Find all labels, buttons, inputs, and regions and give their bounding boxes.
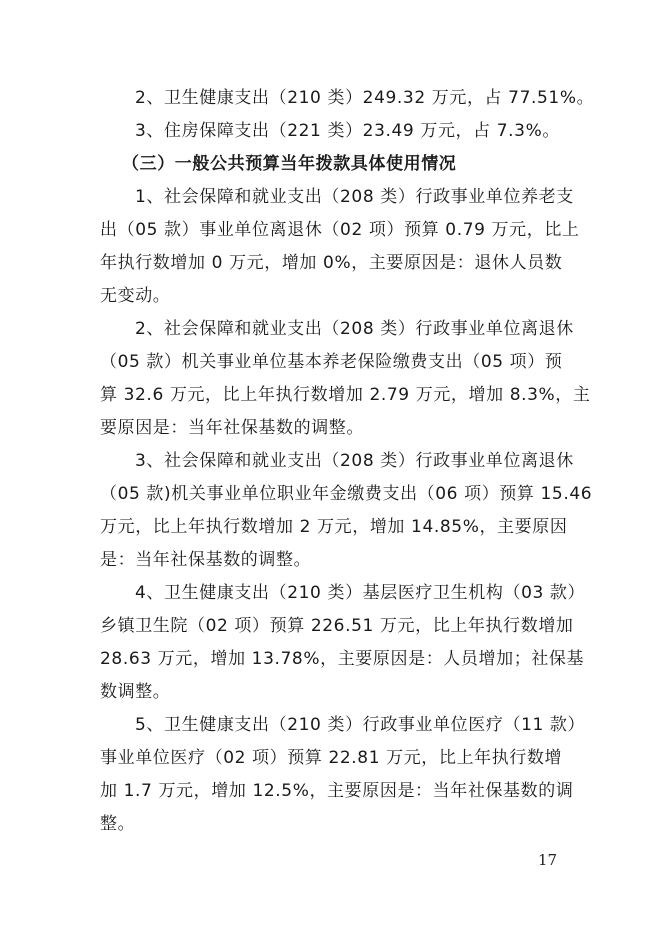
paragraph-4-line-4: 数调整。 bbox=[100, 682, 171, 702]
paragraph-4-line-2: 乡镇卫生院（02 项）预算 226.51 万元，比上年执行数增加 bbox=[100, 616, 574, 636]
paragraph-3-line-4: 是：当年社保基数的调整。 bbox=[100, 550, 312, 570]
paragraph-2-line-3: 算 32.6 万元，比上年执行数增加 2.79 万元，增加 8.3%，主 bbox=[100, 385, 591, 405]
paragraph-housing-expenditure: 3、住房保障支出（221 类）23.49 万元，占 7.3%。 bbox=[135, 121, 560, 141]
paragraph-1-line-2: 出（05 款）事业单位离退休（02 项）预算 0.79 万元，比上 bbox=[100, 220, 580, 240]
paragraph-2-line-1: 2、社会保障和就业支出（208 类）行政事业单位离退休 bbox=[135, 319, 574, 339]
paragraph-5-line-3: 加 1.7 万元，增加 12.5%，主要原因是：当年社保基数的调 bbox=[100, 781, 574, 801]
paragraph-health-expenditure: 2、卫生健康支出（210 类）249.32 万元，占 77.51%。 bbox=[135, 88, 595, 108]
paragraph-1-line-3: 年执行数增加 0 万元，增加 0%，主要原因是：退休人员数 bbox=[100, 253, 563, 273]
paragraph-5-line-1: 5、卫生健康支出（210 类）行政事业单位医疗（11 款） bbox=[135, 715, 586, 735]
paragraph-1-line-4: 无变动。 bbox=[100, 286, 171, 306]
paragraph-2-line-4: 要原因是：当年社保基数的调整。 bbox=[100, 418, 364, 438]
paragraph-3-line-2: （05 款)机关事业单位职业年金缴费支出（06 项）预算 15.46 bbox=[100, 484, 593, 504]
paragraph-5-line-4: 整。 bbox=[100, 814, 136, 834]
paragraph-1-line-1: 1、社会保障和就业支出（208 类）行政事业单位养老支 bbox=[135, 187, 574, 207]
paragraph-2-line-2: （05 款）机关事业单位基本养老保险缴费支出（05 项）预 bbox=[100, 352, 563, 372]
page-number: 17 bbox=[538, 851, 558, 869]
paragraph-4-line-1: 4、卫生健康支出（210 类）基层医疗卫生机构（03 款） bbox=[135, 583, 586, 603]
paragraph-5-line-2: 事业单位医疗（02 项）预算 22.81 万元，比上年执行数增 bbox=[100, 748, 563, 768]
paragraph-3-line-1: 3、社会保障和就业支出（208 类）行政事业单位离退休 bbox=[135, 451, 574, 471]
paragraph-3-line-3: 万元，比上年执行数增加 2 万元，增加 14.85%，主要原因 bbox=[100, 517, 568, 537]
paragraph-4-line-3: 28.63 万元，增加 13.78%，主要原因是：人员增加；社保基 bbox=[100, 649, 585, 669]
section-heading: （三）一般公共预算当年拨款具体使用情况 bbox=[122, 154, 457, 174]
